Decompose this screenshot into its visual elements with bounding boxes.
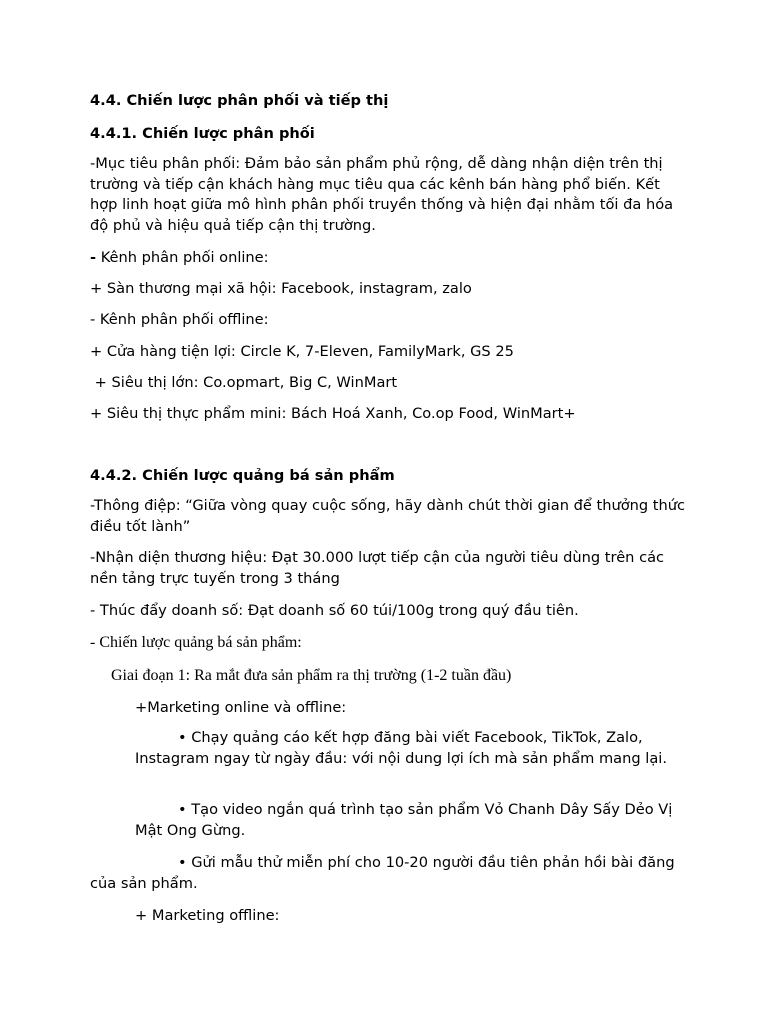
bullet-samples-item: • Gửi mẫu thử miễn phí cho 10-20 người đầu tiên phản hồi bài đăng của sản phẩm. [90, 854, 675, 892]
online-channel-text: Kênh phân phối online: [96, 249, 269, 266]
section-4-4-2-heading: 4.4.2. Chiến lược quảng bá sản phẩm [90, 467, 395, 484]
offline-convenience-store-item: + Cửa hàng tiện lợi: Circle K, 7-Eleven, FamilyMark, GS 25 [90, 343, 514, 360]
bullet-ads-item: • Chạy quảng cáo kết hợp đăng bài viết Facebook, TikTok, Zalo, Instagram ngay từ ngày đầu: với nội dung lợi ích mà sản phẩm mang lại. [135, 729, 667, 767]
offline-channel-label: - Kênh phân phối offline: [90, 311, 269, 328]
message-paragraph: -Thông điệp: “Giữa vòng quay cuộc sống, hãy dành chút thời gian để thưởng thức điều tốt lành” [90, 497, 686, 535]
marketing-online-offline-label: +Marketing online và offline: [135, 699, 347, 716]
online-social-commerce-item: + Sàn thương mại xã hội: Facebook, instagram, zalo [90, 280, 472, 297]
sales-target-item: - Thúc đẩy doanh số: Đạt doanh số 60 túi/100g trong quý đầu tiên. [90, 602, 579, 619]
online-channel-label [90, 247, 269, 268]
promotion-strategy-label: - Chiến lược quảng bá sản phẩm: [90, 634, 302, 651]
brand-recognition-paragraph: -Nhận diện thương hiệu: Đạt 30.000 lượt tiếp cận của người tiêu dùng trên các nền tảng trực tuyến trong 3 tháng [90, 549, 665, 587]
offline-supermarket-item: + Siêu thị lớn: Co.opmart, Big C, WinMart [90, 374, 398, 391]
distribution-objective-paragraph: -Mục tiêu phân phối: Đảm bảo sản phẩm phủ rộng, dễ dàng nhận diện trên thị trường và tiếp cận khách hàng mục tiêu qua các kênh bán hàng phổ biến. Kết hợp linh hoạt giữa mô hình phân phối truyền thống và hiện đại nhằm tối đa hóa độ phủ và hiệu quả tiếp cận thị trường. [90, 155, 674, 234]
marketing-offline-label: + Marketing offline: [135, 907, 280, 924]
section-4-4-heading: 4.4. Chiến lược phân phối và tiếp thị [90, 92, 389, 109]
section-4-4-1-heading: 4.4.1. Chiến lược phân phối [90, 125, 315, 142]
online-channel-dash: - [90, 249, 97, 266]
phase-1-heading: Giai đoạn 1: Ra mắt đưa sản phẩm ra thị trường (1-2 tuần đầu) [111, 667, 512, 684]
offline-mini-supermarket-item: + Siêu thị thực phẩm mini: Bách Hoá Xanh, Co.op Food, WinMart+ [90, 405, 576, 422]
bullet-video-item: • Tạo video ngắn quá trình tạo sản phẩm Vỏ Chanh Dây Sấy Dẻo Vị Mật Ong Gừng. [135, 801, 673, 839]
